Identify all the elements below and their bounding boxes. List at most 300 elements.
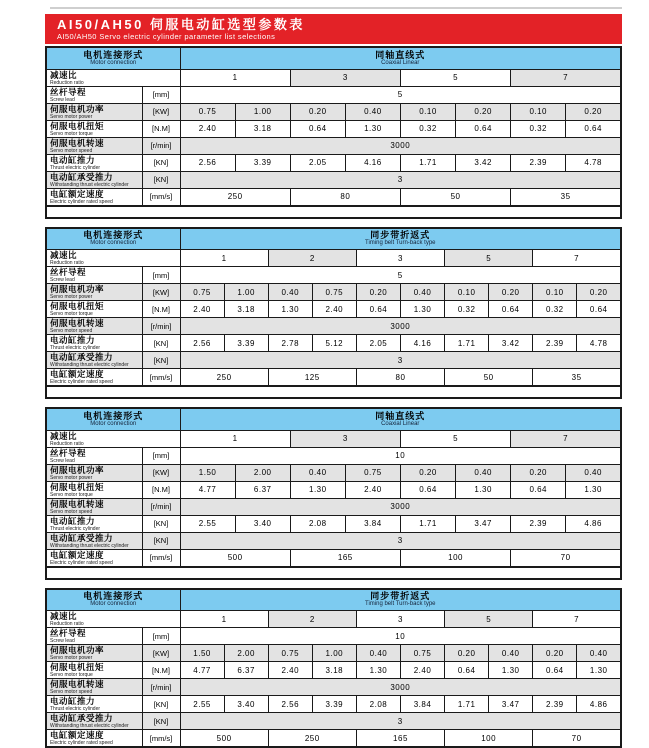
- unit-cell: [N.M]: [142, 301, 180, 318]
- value-cell: 165: [290, 549, 400, 567]
- label-en: Reduction ratio: [50, 260, 180, 266]
- value-cell: 35: [533, 369, 621, 387]
- value-cell: 0.10: [445, 284, 489, 301]
- value-cell: 7: [533, 611, 621, 628]
- value-cell: 50: [445, 369, 533, 387]
- row-label: [46, 137, 142, 154]
- header-motor-connection: [46, 589, 180, 611]
- value-cell: 0.32: [400, 120, 455, 137]
- label-en: Electric cylinder rated speed: [50, 560, 142, 566]
- value-cell: 0.10: [511, 103, 566, 120]
- label-en: Servo motor torque: [50, 131, 142, 137]
- header-zh: 电机连接形式: [47, 230, 180, 240]
- unit-cell: [r/min]: [142, 498, 180, 515]
- table-row: [46, 120, 621, 137]
- value-cell: 70: [511, 549, 621, 567]
- value-cell: 10: [180, 628, 621, 645]
- unit-cell: [KN]: [142, 154, 180, 171]
- unit-cell: [mm]: [142, 628, 180, 645]
- value-cell: 2.39: [511, 154, 566, 171]
- label-zh: 伺服电机功率: [50, 466, 142, 475]
- table-row: [46, 301, 621, 318]
- value-cell: 4.16: [400, 335, 444, 352]
- value-cell: 3.42: [456, 154, 511, 171]
- value-cell: 1.00: [224, 284, 268, 301]
- header-en: Motor connection: [47, 60, 180, 67]
- label-zh: 伺服电机扭矩: [50, 483, 142, 492]
- value-cell: 0.20: [489, 284, 533, 301]
- title-banner: [45, 14, 622, 44]
- value-cell: 0.40: [489, 645, 533, 662]
- unit-cell: [N.M]: [142, 662, 180, 679]
- value-cell: 3.47: [489, 696, 533, 713]
- value-cell: 250: [268, 730, 356, 748]
- value-cell: 2.39: [511, 515, 566, 532]
- value-cell: 6.37: [235, 481, 290, 498]
- value-cell: 1.30: [345, 120, 400, 137]
- value-cell: 165: [356, 730, 444, 748]
- table-row: [46, 171, 621, 188]
- value-cell: 3: [180, 352, 621, 369]
- header-motor-connection: [46, 228, 180, 250]
- unit-cell: [KW]: [142, 284, 180, 301]
- unit-cell: [mm/s]: [142, 369, 180, 387]
- table-row: [46, 611, 621, 628]
- header-motor-connection: [46, 408, 180, 430]
- page-subtitle: AI50/AH50 Servo electric cylinder parameter list selections: [57, 32, 622, 41]
- value-cell: 80: [356, 369, 444, 387]
- label-en: Servo motor speed: [50, 148, 142, 154]
- value-cell: 4.77: [180, 481, 235, 498]
- table-row: [46, 335, 621, 352]
- label-en: Servo motor power: [50, 655, 142, 661]
- value-cell: 0.32: [533, 301, 577, 318]
- unit-cell: [KN]: [142, 713, 180, 730]
- value-cell: 7: [511, 69, 621, 86]
- row-label: [46, 481, 142, 498]
- header-en: Motor connection: [47, 421, 180, 428]
- value-cell: 70: [533, 730, 621, 748]
- value-cell: 3: [290, 69, 400, 86]
- value-cell: 0.64: [290, 120, 345, 137]
- value-cell: 100: [445, 730, 533, 748]
- header-zh: 同步带折返式: [181, 230, 620, 240]
- value-cell: 1: [180, 69, 290, 86]
- value-cell: 1.00: [235, 103, 290, 120]
- value-cell: 1.30: [566, 481, 621, 498]
- value-cell: 3.18: [224, 301, 268, 318]
- label-zh: 电缸额定速度: [50, 190, 142, 199]
- label-en: Withstanding thrust electric cylinder: [50, 723, 142, 729]
- label-en: Thrust electric cylinder: [50, 165, 142, 171]
- value-cell: 7: [533, 250, 621, 267]
- label-en: Thrust electric cylinder: [50, 706, 142, 712]
- row-label: [46, 696, 142, 713]
- value-cell: 2.56: [268, 696, 312, 713]
- row-label: [46, 498, 142, 515]
- row-label: [46, 120, 142, 137]
- value-cell: 5.12: [312, 335, 356, 352]
- value-cell: 2.39: [533, 696, 577, 713]
- value-cell: 1.30: [456, 481, 511, 498]
- row-label: [46, 645, 142, 662]
- value-cell: 0.20: [533, 645, 577, 662]
- scan-artifact-line: [50, 7, 622, 9]
- value-cell: 2.40: [312, 301, 356, 318]
- value-cell: 0.40: [356, 645, 400, 662]
- label-en: Screw lead: [50, 638, 142, 644]
- parameter-table-coaxial-lead10: [45, 407, 622, 568]
- value-cell: 0.64: [489, 301, 533, 318]
- table-row: [46, 318, 621, 335]
- tables-host: [45, 46, 622, 748]
- table-row: [46, 481, 621, 498]
- value-cell: 1: [180, 430, 290, 447]
- value-cell: 100: [400, 549, 510, 567]
- page-title: AI50/AH50 伺服电动缸选型参数表: [57, 17, 622, 32]
- header-en: Coaxial Linear: [181, 60, 620, 67]
- label-zh: 减速比: [50, 251, 180, 260]
- label-zh: 减速比: [50, 71, 180, 80]
- value-cell: 1.30: [290, 481, 345, 498]
- value-cell: 0.40: [400, 284, 444, 301]
- label-zh: 电动缸推力: [50, 156, 142, 165]
- value-cell: 35: [511, 188, 621, 206]
- label-en: Withstanding thrust electric cylinder: [50, 362, 142, 368]
- label-en: Servo motor torque: [50, 672, 142, 678]
- label-zh: 电动缸推力: [50, 517, 142, 526]
- value-cell: 2.00: [235, 464, 290, 481]
- header-connection-type: [180, 228, 621, 250]
- label-en: Servo motor torque: [50, 311, 142, 317]
- value-cell: 3: [180, 713, 621, 730]
- value-cell: 3.18: [312, 662, 356, 679]
- table-row: [46, 589, 621, 611]
- label-zh: 伺服电机功率: [50, 285, 142, 294]
- value-cell: 5: [445, 250, 533, 267]
- label-zh: 伺服电机转速: [50, 680, 142, 689]
- unit-cell: [r/min]: [142, 318, 180, 335]
- value-cell: 5: [445, 611, 533, 628]
- value-cell: 4.16: [345, 154, 400, 171]
- value-cell: 3.42: [489, 335, 533, 352]
- table-spacer: [45, 568, 622, 580]
- table-row: [46, 86, 621, 103]
- table-row: [46, 447, 621, 464]
- value-cell: 0.32: [445, 301, 489, 318]
- value-cell: 500: [180, 549, 290, 567]
- label-zh: 伺服电机扭矩: [50, 302, 142, 311]
- header-en: Timing belt Turn-back type: [181, 240, 620, 247]
- header-en: Motor connection: [47, 240, 180, 247]
- header-zh: 同轴直线式: [181, 50, 620, 60]
- label-zh: 减速比: [50, 432, 180, 441]
- value-cell: 2.78: [268, 335, 312, 352]
- row-label: [46, 532, 142, 549]
- value-cell: 3: [356, 250, 444, 267]
- value-cell: 0.20: [356, 284, 400, 301]
- table-row: [46, 188, 621, 206]
- header-motor-connection: [46, 47, 180, 69]
- label-zh: 伺服电机转速: [50, 319, 142, 328]
- value-cell: 1.30: [400, 301, 444, 318]
- value-cell: 4.77: [180, 662, 224, 679]
- unit-cell: [mm]: [142, 267, 180, 284]
- header-zh: 电机连接形式: [47, 50, 180, 60]
- label-zh: 伺服电机功率: [50, 105, 142, 114]
- table-row: [46, 464, 621, 481]
- value-cell: 2.05: [356, 335, 400, 352]
- row-label: [46, 103, 142, 120]
- value-cell: 1.30: [577, 662, 621, 679]
- row-label: [46, 267, 142, 284]
- table-row: [46, 267, 621, 284]
- value-cell: 0.20: [456, 103, 511, 120]
- value-cell: 0.20: [511, 464, 566, 481]
- page-content: [45, 14, 622, 748]
- value-cell: 2.55: [180, 696, 224, 713]
- row-label: [46, 628, 142, 645]
- value-cell: 5: [400, 430, 510, 447]
- value-cell: 2.55: [180, 515, 235, 532]
- parameter-table-coaxial-lead5: [45, 46, 622, 207]
- value-cell: 3.47: [456, 515, 511, 532]
- table-row: [46, 430, 621, 447]
- value-cell: 0.64: [456, 120, 511, 137]
- value-cell: 4.86: [566, 515, 621, 532]
- unit-cell: [KN]: [142, 335, 180, 352]
- value-cell: 0.20: [566, 103, 621, 120]
- unit-cell: [KW]: [142, 103, 180, 120]
- row-label: [46, 662, 142, 679]
- value-cell: 2.05: [290, 154, 345, 171]
- value-cell: 10: [180, 447, 621, 464]
- label-zh: 电动缸承受推力: [50, 714, 142, 723]
- row-label: [46, 430, 180, 447]
- header-zh: 电机连接形式: [47, 411, 180, 421]
- value-cell: 1.71: [400, 515, 455, 532]
- value-cell: 0.40: [345, 103, 400, 120]
- label-zh: 伺服电机扭矩: [50, 122, 142, 131]
- label-en: Thrust electric cylinder: [50, 345, 142, 351]
- value-cell: 2.08: [356, 696, 400, 713]
- value-cell: 0.75: [312, 284, 356, 301]
- unit-cell: [KW]: [142, 645, 180, 662]
- table-row: [46, 154, 621, 171]
- value-cell: 2.40: [400, 662, 444, 679]
- header-en: Timing belt Turn-back type: [181, 601, 620, 608]
- label-zh: 丝杆导程: [50, 629, 142, 638]
- label-zh: 伺服电机转速: [50, 139, 142, 148]
- label-zh: 电动缸承受推力: [50, 534, 142, 543]
- value-cell: 5: [180, 267, 621, 284]
- value-cell: 6.37: [224, 662, 268, 679]
- value-cell: 4.78: [566, 154, 621, 171]
- table-spacer: [45, 207, 622, 219]
- value-cell: 2: [268, 611, 356, 628]
- label-en: Servo motor speed: [50, 328, 142, 334]
- value-cell: 1.71: [400, 154, 455, 171]
- label-en: Withstanding thrust electric cylinder: [50, 543, 142, 549]
- label-en: Withstanding thrust electric cylinder: [50, 182, 142, 188]
- table-section-timing-belt-lead10: [45, 588, 622, 748]
- unit-cell: [N.M]: [142, 120, 180, 137]
- value-cell: 0.20: [445, 645, 489, 662]
- value-cell: 125: [268, 369, 356, 387]
- label-zh: 电缸额定速度: [50, 370, 142, 379]
- row-label: [46, 301, 142, 318]
- parameter-table-timing-belt-lead5: [45, 227, 622, 388]
- value-cell: 50: [400, 188, 510, 206]
- value-cell: 3.84: [400, 696, 444, 713]
- value-cell: 0.75: [400, 645, 444, 662]
- row-label: [46, 171, 142, 188]
- unit-cell: [r/min]: [142, 679, 180, 696]
- label-en: Reduction ratio: [50, 621, 180, 627]
- value-cell: 1.71: [445, 696, 489, 713]
- row-label: [46, 679, 142, 696]
- label-zh: 电动缸推力: [50, 697, 142, 706]
- row-label: [46, 369, 142, 387]
- value-cell: 0.64: [511, 481, 566, 498]
- table-row: [46, 284, 621, 301]
- label-zh: 丝杆导程: [50, 268, 142, 277]
- label-zh: 伺服电机转速: [50, 500, 142, 509]
- unit-cell: [KN]: [142, 352, 180, 369]
- label-en: Servo motor speed: [50, 689, 142, 695]
- label-en: Reduction ratio: [50, 80, 180, 86]
- value-cell: 3000: [180, 498, 621, 515]
- table-row: [46, 69, 621, 86]
- value-cell: 3000: [180, 679, 621, 696]
- table-row: [46, 408, 621, 430]
- label-en: Reduction ratio: [50, 441, 180, 447]
- value-cell: 250: [180, 188, 290, 206]
- unit-cell: [KN]: [142, 532, 180, 549]
- label-zh: 电缸额定速度: [50, 551, 142, 560]
- value-cell: 4.86: [577, 696, 621, 713]
- value-cell: 3.84: [345, 515, 400, 532]
- value-cell: 4.78: [577, 335, 621, 352]
- row-label: [46, 730, 142, 748]
- label-en: Servo motor torque: [50, 492, 142, 498]
- table-section-coaxial-lead10: [45, 407, 622, 580]
- value-cell: 0.10: [400, 103, 455, 120]
- table-row: [46, 696, 621, 713]
- row-label: [46, 464, 142, 481]
- row-label: [46, 447, 142, 464]
- table-row: [46, 498, 621, 515]
- value-cell: 0.10: [533, 284, 577, 301]
- label-en: Electric cylinder rated speed: [50, 199, 142, 205]
- row-label: [46, 515, 142, 532]
- label-zh: 减速比: [50, 612, 180, 621]
- table-row: [46, 628, 621, 645]
- table-row: [46, 713, 621, 730]
- header-connection-type: [180, 589, 621, 611]
- value-cell: 2.39: [533, 335, 577, 352]
- row-label: [46, 335, 142, 352]
- value-cell: 1.30: [356, 662, 400, 679]
- value-cell: 0.20: [577, 284, 621, 301]
- value-cell: 0.75: [180, 284, 224, 301]
- value-cell: 2.40: [268, 662, 312, 679]
- label-en: Screw lead: [50, 97, 142, 103]
- row-label: [46, 352, 142, 369]
- table-row: [46, 532, 621, 549]
- header-zh: 同轴直线式: [181, 411, 620, 421]
- row-label: [46, 611, 180, 628]
- value-cell: 0.20: [290, 103, 345, 120]
- header-en: Motor connection: [47, 601, 180, 608]
- value-cell: 5: [180, 86, 621, 103]
- unit-cell: [N.M]: [142, 481, 180, 498]
- value-cell: 0.64: [566, 120, 621, 137]
- unit-cell: [r/min]: [142, 137, 180, 154]
- value-cell: 80: [290, 188, 400, 206]
- unit-cell: [KW]: [142, 464, 180, 481]
- value-cell: 1.50: [180, 645, 224, 662]
- unit-cell: [mm]: [142, 86, 180, 103]
- row-label: [46, 318, 142, 335]
- row-label: [46, 250, 180, 267]
- value-cell: 1.30: [268, 301, 312, 318]
- unit-cell: [mm/s]: [142, 549, 180, 567]
- value-cell: 3: [356, 611, 444, 628]
- value-cell: 0.64: [445, 662, 489, 679]
- header-connection-type: [180, 47, 621, 69]
- value-cell: 0.64: [356, 301, 400, 318]
- label-en: Servo motor speed: [50, 509, 142, 515]
- value-cell: 0.40: [577, 645, 621, 662]
- unit-cell: [mm]: [142, 447, 180, 464]
- table-row: [46, 47, 621, 69]
- value-cell: 0.75: [345, 464, 400, 481]
- table-row: [46, 679, 621, 696]
- value-cell: 0.64: [400, 481, 455, 498]
- table-row: [46, 730, 621, 748]
- label-zh: 伺服电机扭矩: [50, 663, 142, 672]
- table-row: [46, 103, 621, 120]
- table-row: [46, 352, 621, 369]
- header-zh: 电机连接形式: [47, 591, 180, 601]
- label-en: Thrust electric cylinder: [50, 526, 142, 532]
- label-en: Servo motor power: [50, 475, 142, 481]
- value-cell: 500: [180, 730, 268, 748]
- table-row: [46, 228, 621, 250]
- label-en: Servo motor power: [50, 114, 142, 120]
- value-cell: 1.50: [180, 464, 235, 481]
- value-cell: 0.20: [400, 464, 455, 481]
- parameter-table-timing-belt-lead10: [45, 588, 622, 748]
- value-cell: 3.39: [235, 154, 290, 171]
- value-cell: 3.39: [224, 335, 268, 352]
- value-cell: 0.64: [533, 662, 577, 679]
- value-cell: 2.40: [180, 301, 224, 318]
- unit-cell: [mm/s]: [142, 730, 180, 748]
- label-en: Electric cylinder rated speed: [50, 740, 142, 746]
- value-cell: 1.30: [489, 662, 533, 679]
- table-row: [46, 137, 621, 154]
- label-zh: 电动缸承受推力: [50, 173, 142, 182]
- label-zh: 伺服电机功率: [50, 646, 142, 655]
- row-label: [46, 154, 142, 171]
- unit-cell: [mm/s]: [142, 188, 180, 206]
- row-label: [46, 69, 180, 86]
- header-connection-type: [180, 408, 621, 430]
- label-zh: 电缸额定速度: [50, 731, 142, 740]
- unit-cell: [KN]: [142, 515, 180, 532]
